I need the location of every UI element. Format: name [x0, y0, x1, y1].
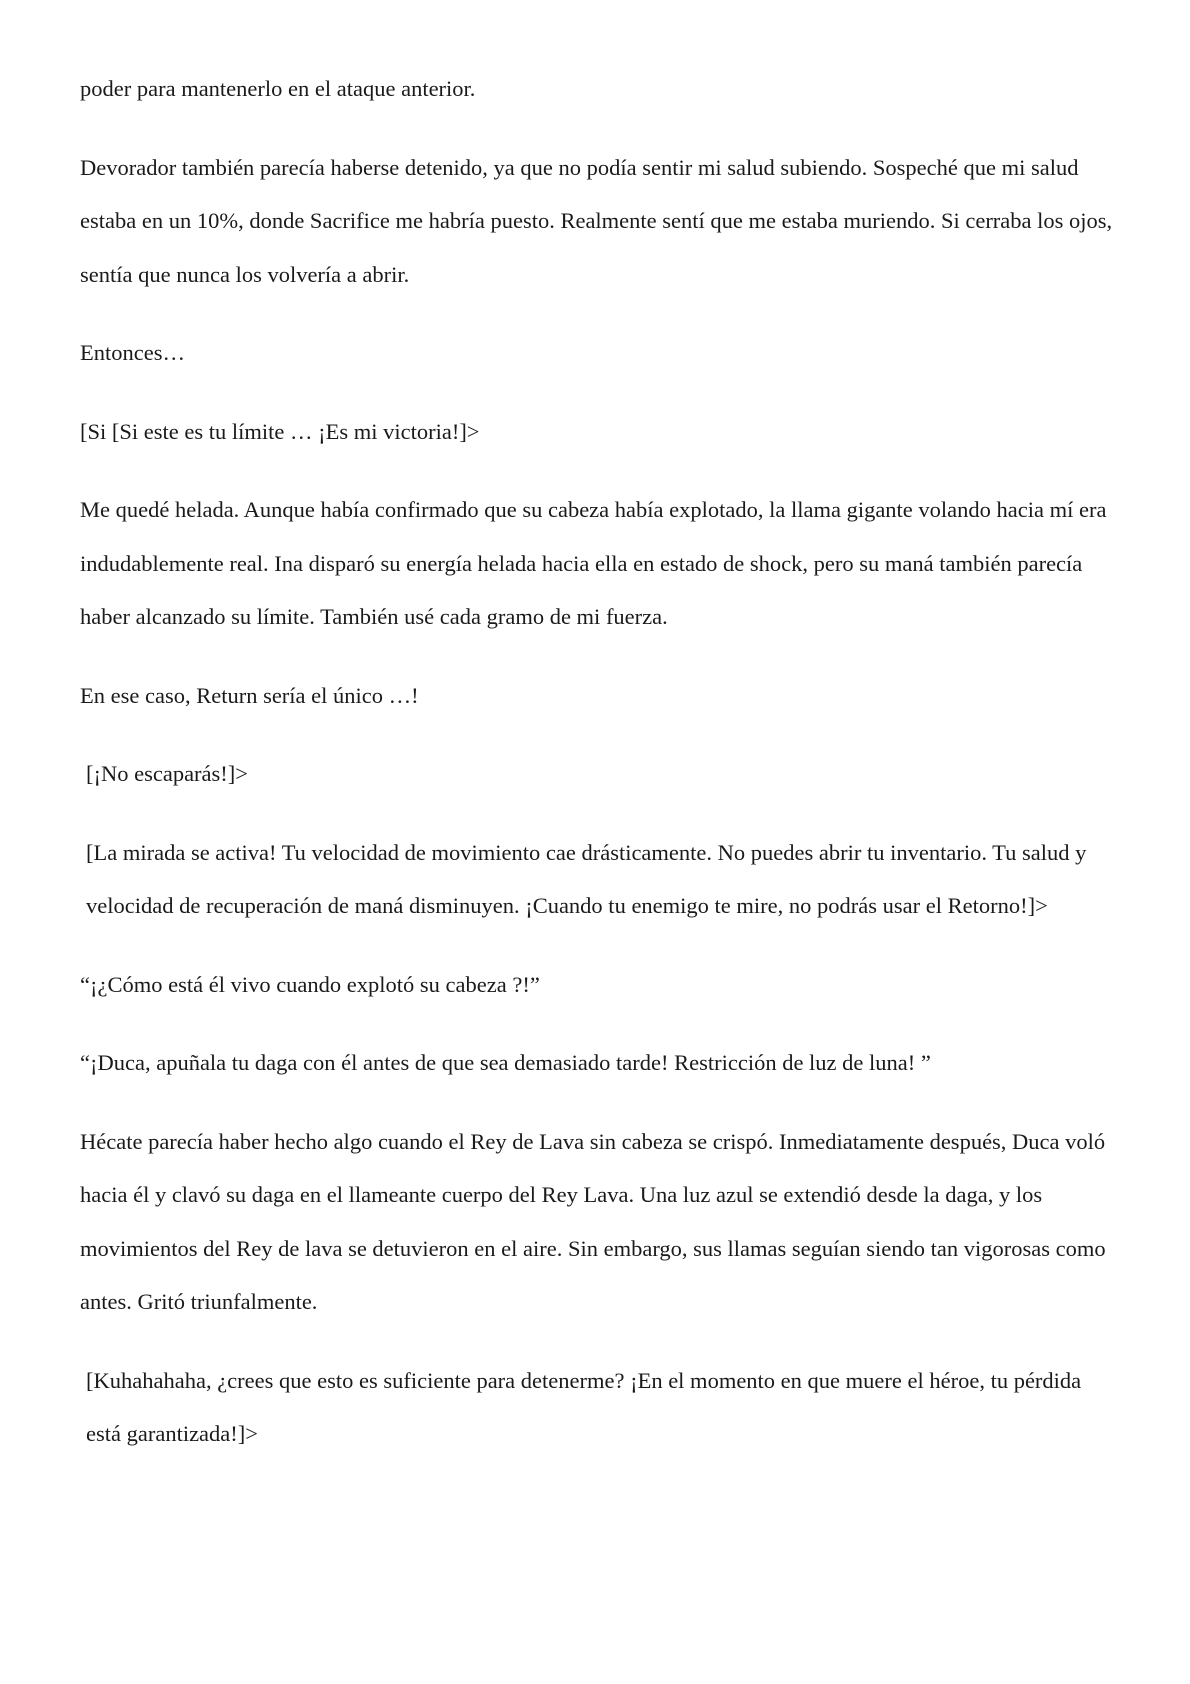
paragraph-7: [¡No escaparás!]> [86, 761, 248, 786]
paragraph-6: En ese caso, Return sería el único …! [80, 682, 419, 708]
paragraph-5: Me quedé helada. Aunque había confirmado que su cabeza había explotado, la llama gigante volando hacia mí era indudablemente real. Ina disparó su energía helada hacia ella en estado de shock, pero su maná también parecía haber alcanzado su límite. También usé cada gramo de mi fuerza. [80, 497, 1107, 629]
paragraph-2: Devorador también parecía haberse detenido, ya que no podía sentir mi salud subiendo. Sospeché que mi salud estaba en un 10%, donde Sacrifice me habría puesto. Realmente sentí que me estaba muriendo. Si cerraba los ojos, sentía que nunca los volvería a abrir. [80, 154, 1113, 287]
paragraph-8: [La mirada se activa! Tu velocidad de movimiento cae drásticamente. No puedes abrir tu inventario. Tu salud y velocidad de recuperación de maná disminuyen. ¡Cuando tu enemigo te mire, no podrás usar el Retorno!]> [86, 839, 1087, 918]
paragraph-1: poder para mantenerlo en el ataque anterior. [80, 76, 476, 101]
paragraph-4: [Si [Si este es tu límite … ¡Es mi victoria!]> [80, 418, 480, 444]
paragraph-9: “¡¿Cómo está él vivo cuando explotó su cabeza ?!” [80, 971, 540, 997]
paragraph-10: “¡Duca, apuñala tu daga con él antes de que sea demasiado tarde! Restricción de luz de luna! ” [80, 1050, 931, 1075]
paragraph-11: Hécate parecía haber hecho algo cuando el Rey de Lava sin cabeza se crispó. Inmediatamente después, Duca voló hacia él y clavó su daga en el llameante cuerpo del Rey Lava. Una luz azul se extendió desde la daga, y los movimientos del Rey de lava se detuvieron en el aire. Sin embargo, sus llamas seguían siendo tan vigorosas como antes. Gritó triunfalmente. [80, 1128, 1106, 1314]
document-page [80, 62, 1120, 1486]
paragraph-12: [Kuhahahaha, ¿crees que esto es suficiente para detenerme? ¡En el momento en que muere el héroe, tu pérdida está garantizada!]> [86, 1367, 1082, 1446]
paragraph-3: Entonces… [80, 340, 185, 365]
